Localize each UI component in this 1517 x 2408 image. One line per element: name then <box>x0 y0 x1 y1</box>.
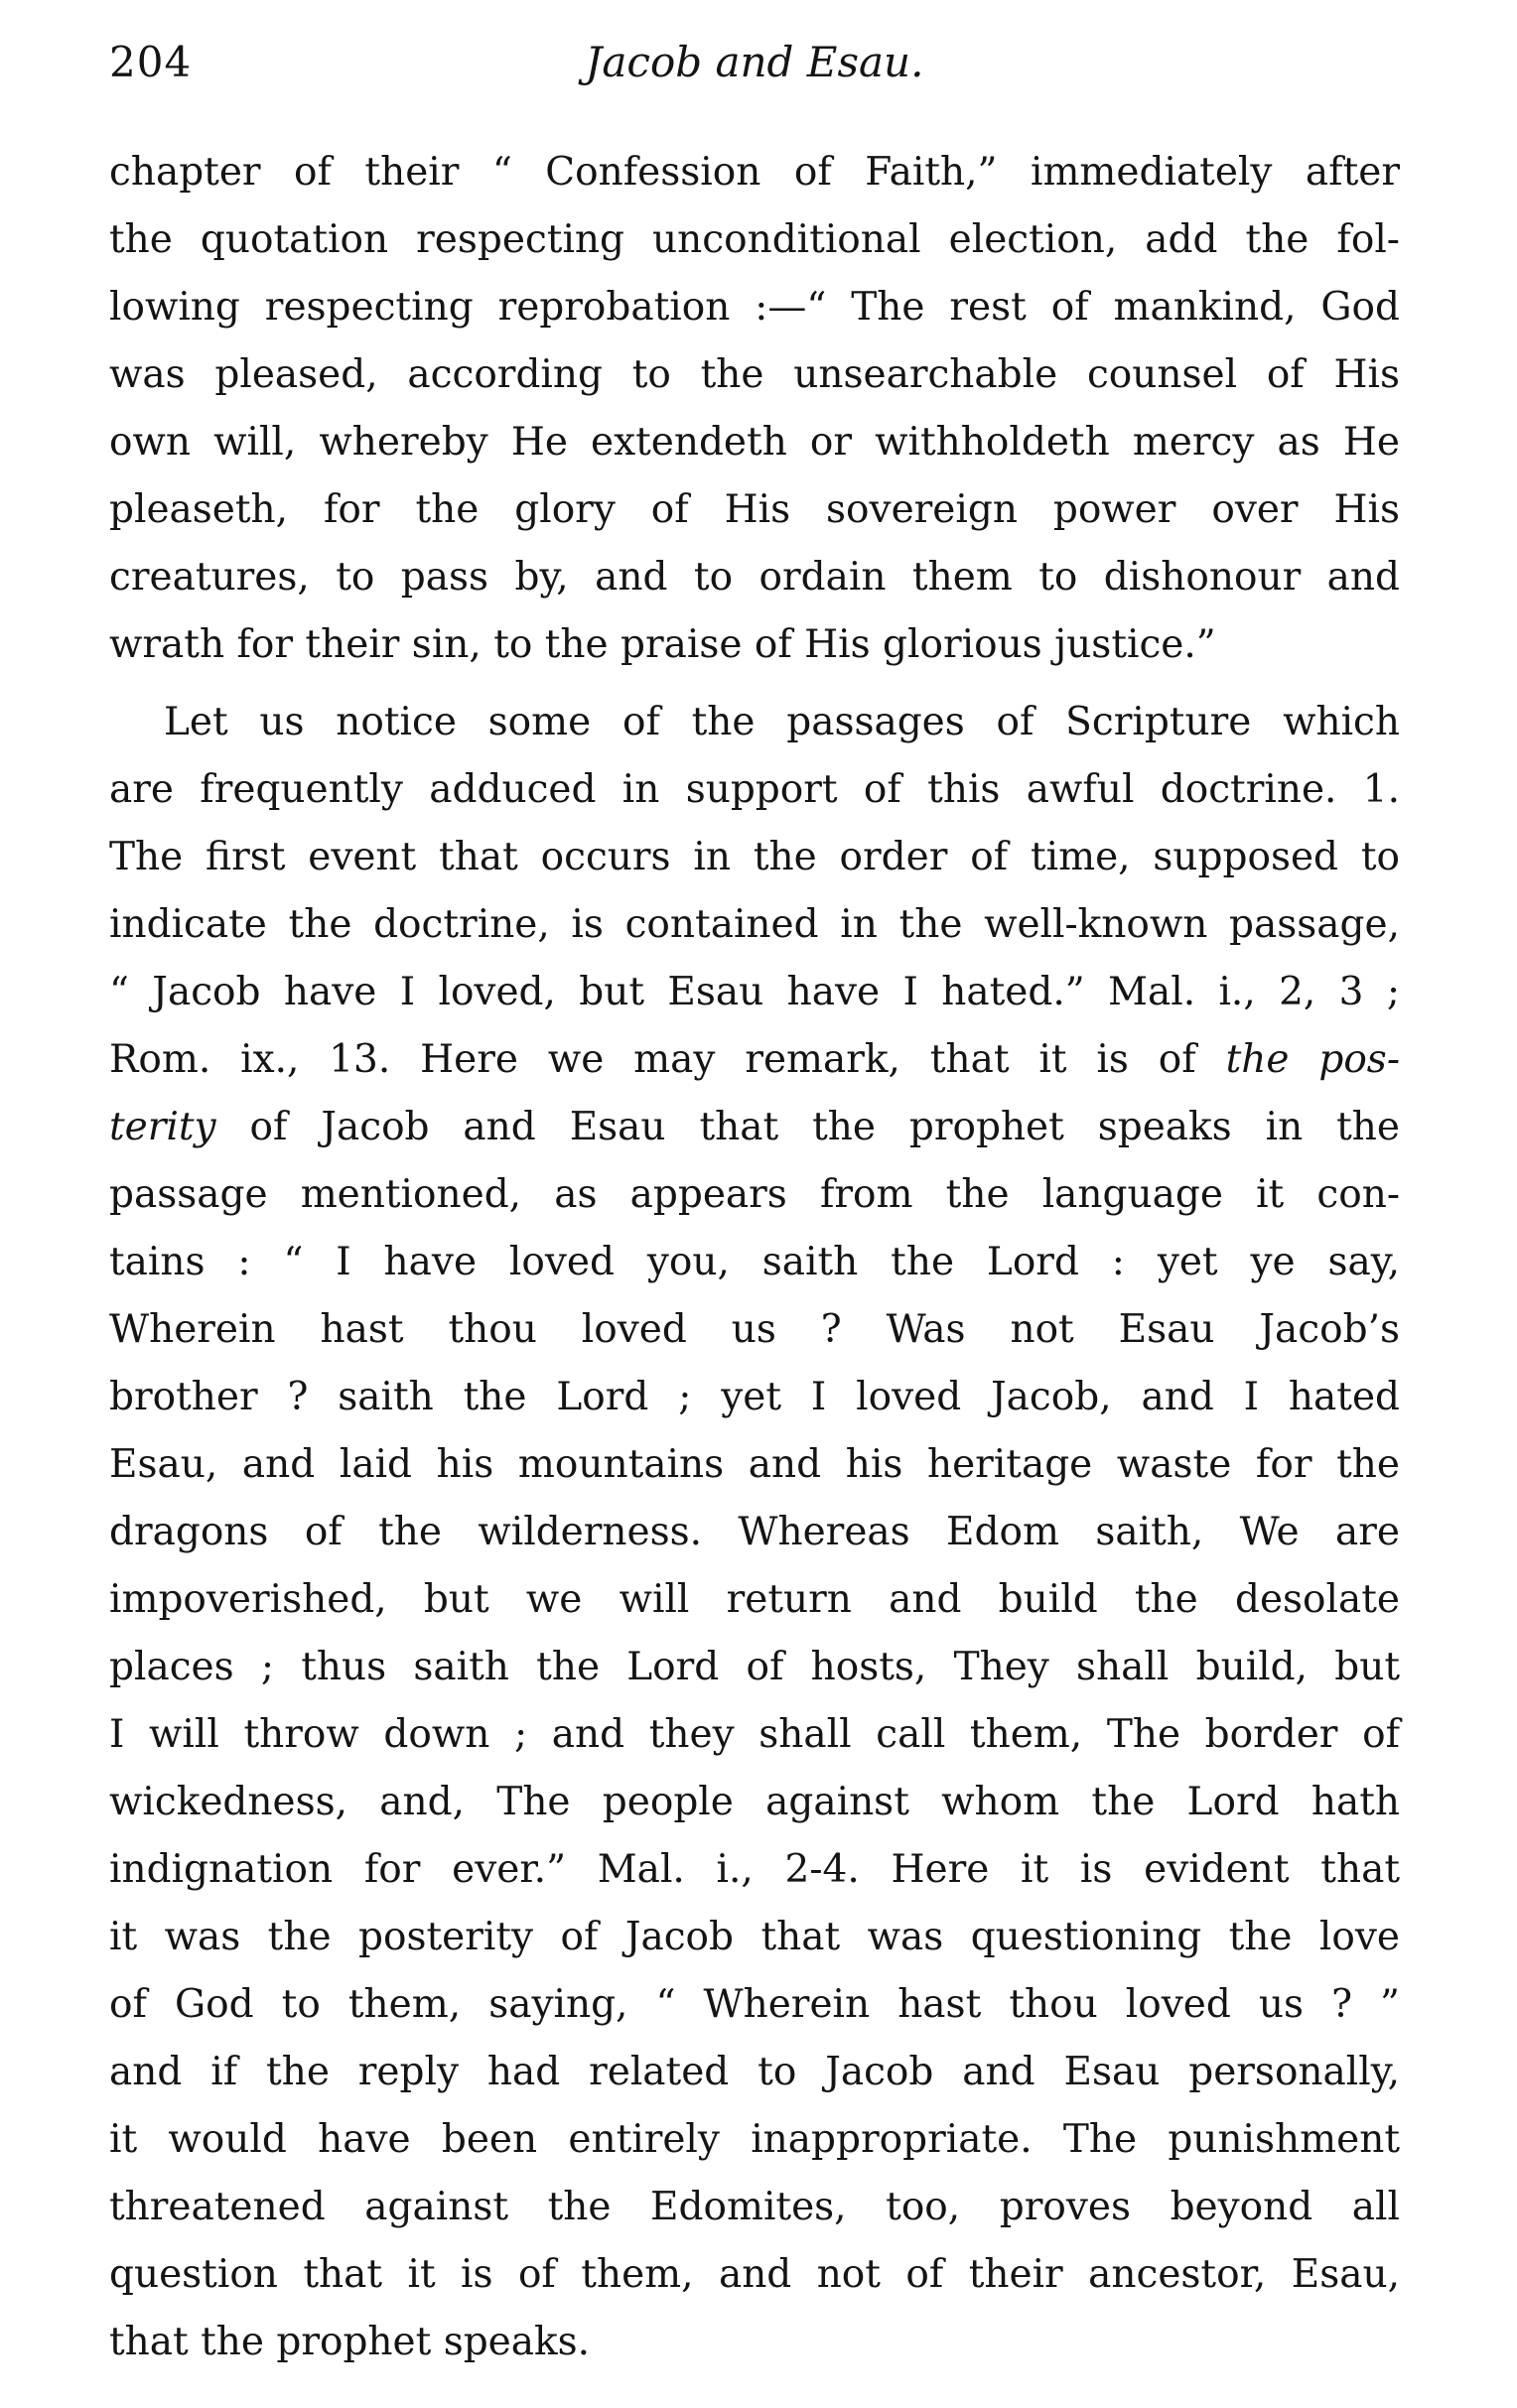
text-line: Wherein hast thou loved us ? Was not Esau Jacob’s <box>109 1307 1400 1352</box>
text-line: indignation for ever.” Mal. i., 2-4. Here it is evident that <box>109 1847 1400 1892</box>
text-line: creatures, to pass by, and to ordain them to dishonour and <box>109 555 1400 600</box>
text-line: Esau, and laid his mountains and his heritage waste for the <box>109 1442 1400 1487</box>
text-line: brother ? saith the Lord ; yet I loved Jacob, and I hated <box>109 1375 1400 1419</box>
text-line: threatened against the Edomites, too, proves beyond all <box>109 2185 1400 2229</box>
text-line: wrath for their sin, to the praise of His glorious justice.” <box>109 622 1216 667</box>
running-title: Jacob and Esau. <box>585 38 924 86</box>
text-line: dragons of the wilderness. Whereas Edom saith, We are <box>109 1510 1400 1554</box>
text-line: lowing respecting reprobation :—“ The rest of mankind, God <box>109 285 1400 330</box>
text-line: tains : “ I have loved you, saith the Lord : yet ye say, <box>109 1240 1400 1284</box>
text-line: the quotation respecting unconditional election, add the fol- <box>109 217 1400 262</box>
text-line: it was the posterity of Jacob that was questioning the love <box>109 1915 1400 1959</box>
text-line: passage mentioned, as appears from the language it con- <box>109 1172 1400 1217</box>
text-line: and if the reply had related to Jacob and Esau personally, <box>109 2050 1400 2094</box>
page-number: 204 <box>109 38 193 86</box>
text-line: Let us notice some of the passages of Scripture which <box>164 700 1400 744</box>
text-line: I will throw down ; and they shall call them, The border of <box>109 1712 1400 1757</box>
text-line: was pleased, according to the unsearchable counsel of His <box>109 352 1400 397</box>
paragraph-scripture-passages <box>109 689 1400 2376</box>
text-line: indicate the doctrine, is contained in the well-known passage, <box>109 902 1400 947</box>
body-text <box>109 139 1400 2376</box>
paragraph-continued <box>109 139 1400 679</box>
text-line: chapter of their “ Confession of Faith,” immediately after <box>109 150 1400 195</box>
text-line: it would have been entirely inappropriate. The punishment <box>109 2117 1400 2162</box>
paragraph-spacer <box>109 679 1400 689</box>
text-line: “ Jacob have I loved, but Esau have I hated.” Mal. i., 2, 3 ; <box>109 970 1400 1014</box>
text-line: of God to them, saying, “ Wherein hast thou loved us ? ” <box>109 1982 1400 2027</box>
text-line: that the prophet speaks. <box>109 2320 591 2364</box>
text-line: terity of Jacob and Esau that the prophet speaks in the <box>109 1105 1400 1149</box>
running-head <box>109 38 1400 97</box>
text-line: own will, whereby He extendeth or withholdeth mercy as He <box>109 420 1400 465</box>
text-line: pleaseth, for the glory of His sovereign power over His <box>109 487 1400 532</box>
text-line: question that it is of them, and not of their ancestor, Esau, <box>109 2252 1400 2297</box>
text-line: places ; thus saith the Lord of hosts, They shall build, but <box>109 1645 1400 1689</box>
text-line: The first event that occurs in the order of time, supposed to <box>109 835 1400 879</box>
text-line: impoverished, but we will return and build the desolate <box>109 1577 1400 1622</box>
text-line: Rom. ix., 13. Here we may remark, that it is of the pos- <box>109 1037 1400 1082</box>
text-line: are frequently adduced in support of this awful doctrine. 1. <box>109 767 1400 812</box>
text-line: wickedness, and, The people against whom the Lord hath <box>109 1780 1400 1824</box>
